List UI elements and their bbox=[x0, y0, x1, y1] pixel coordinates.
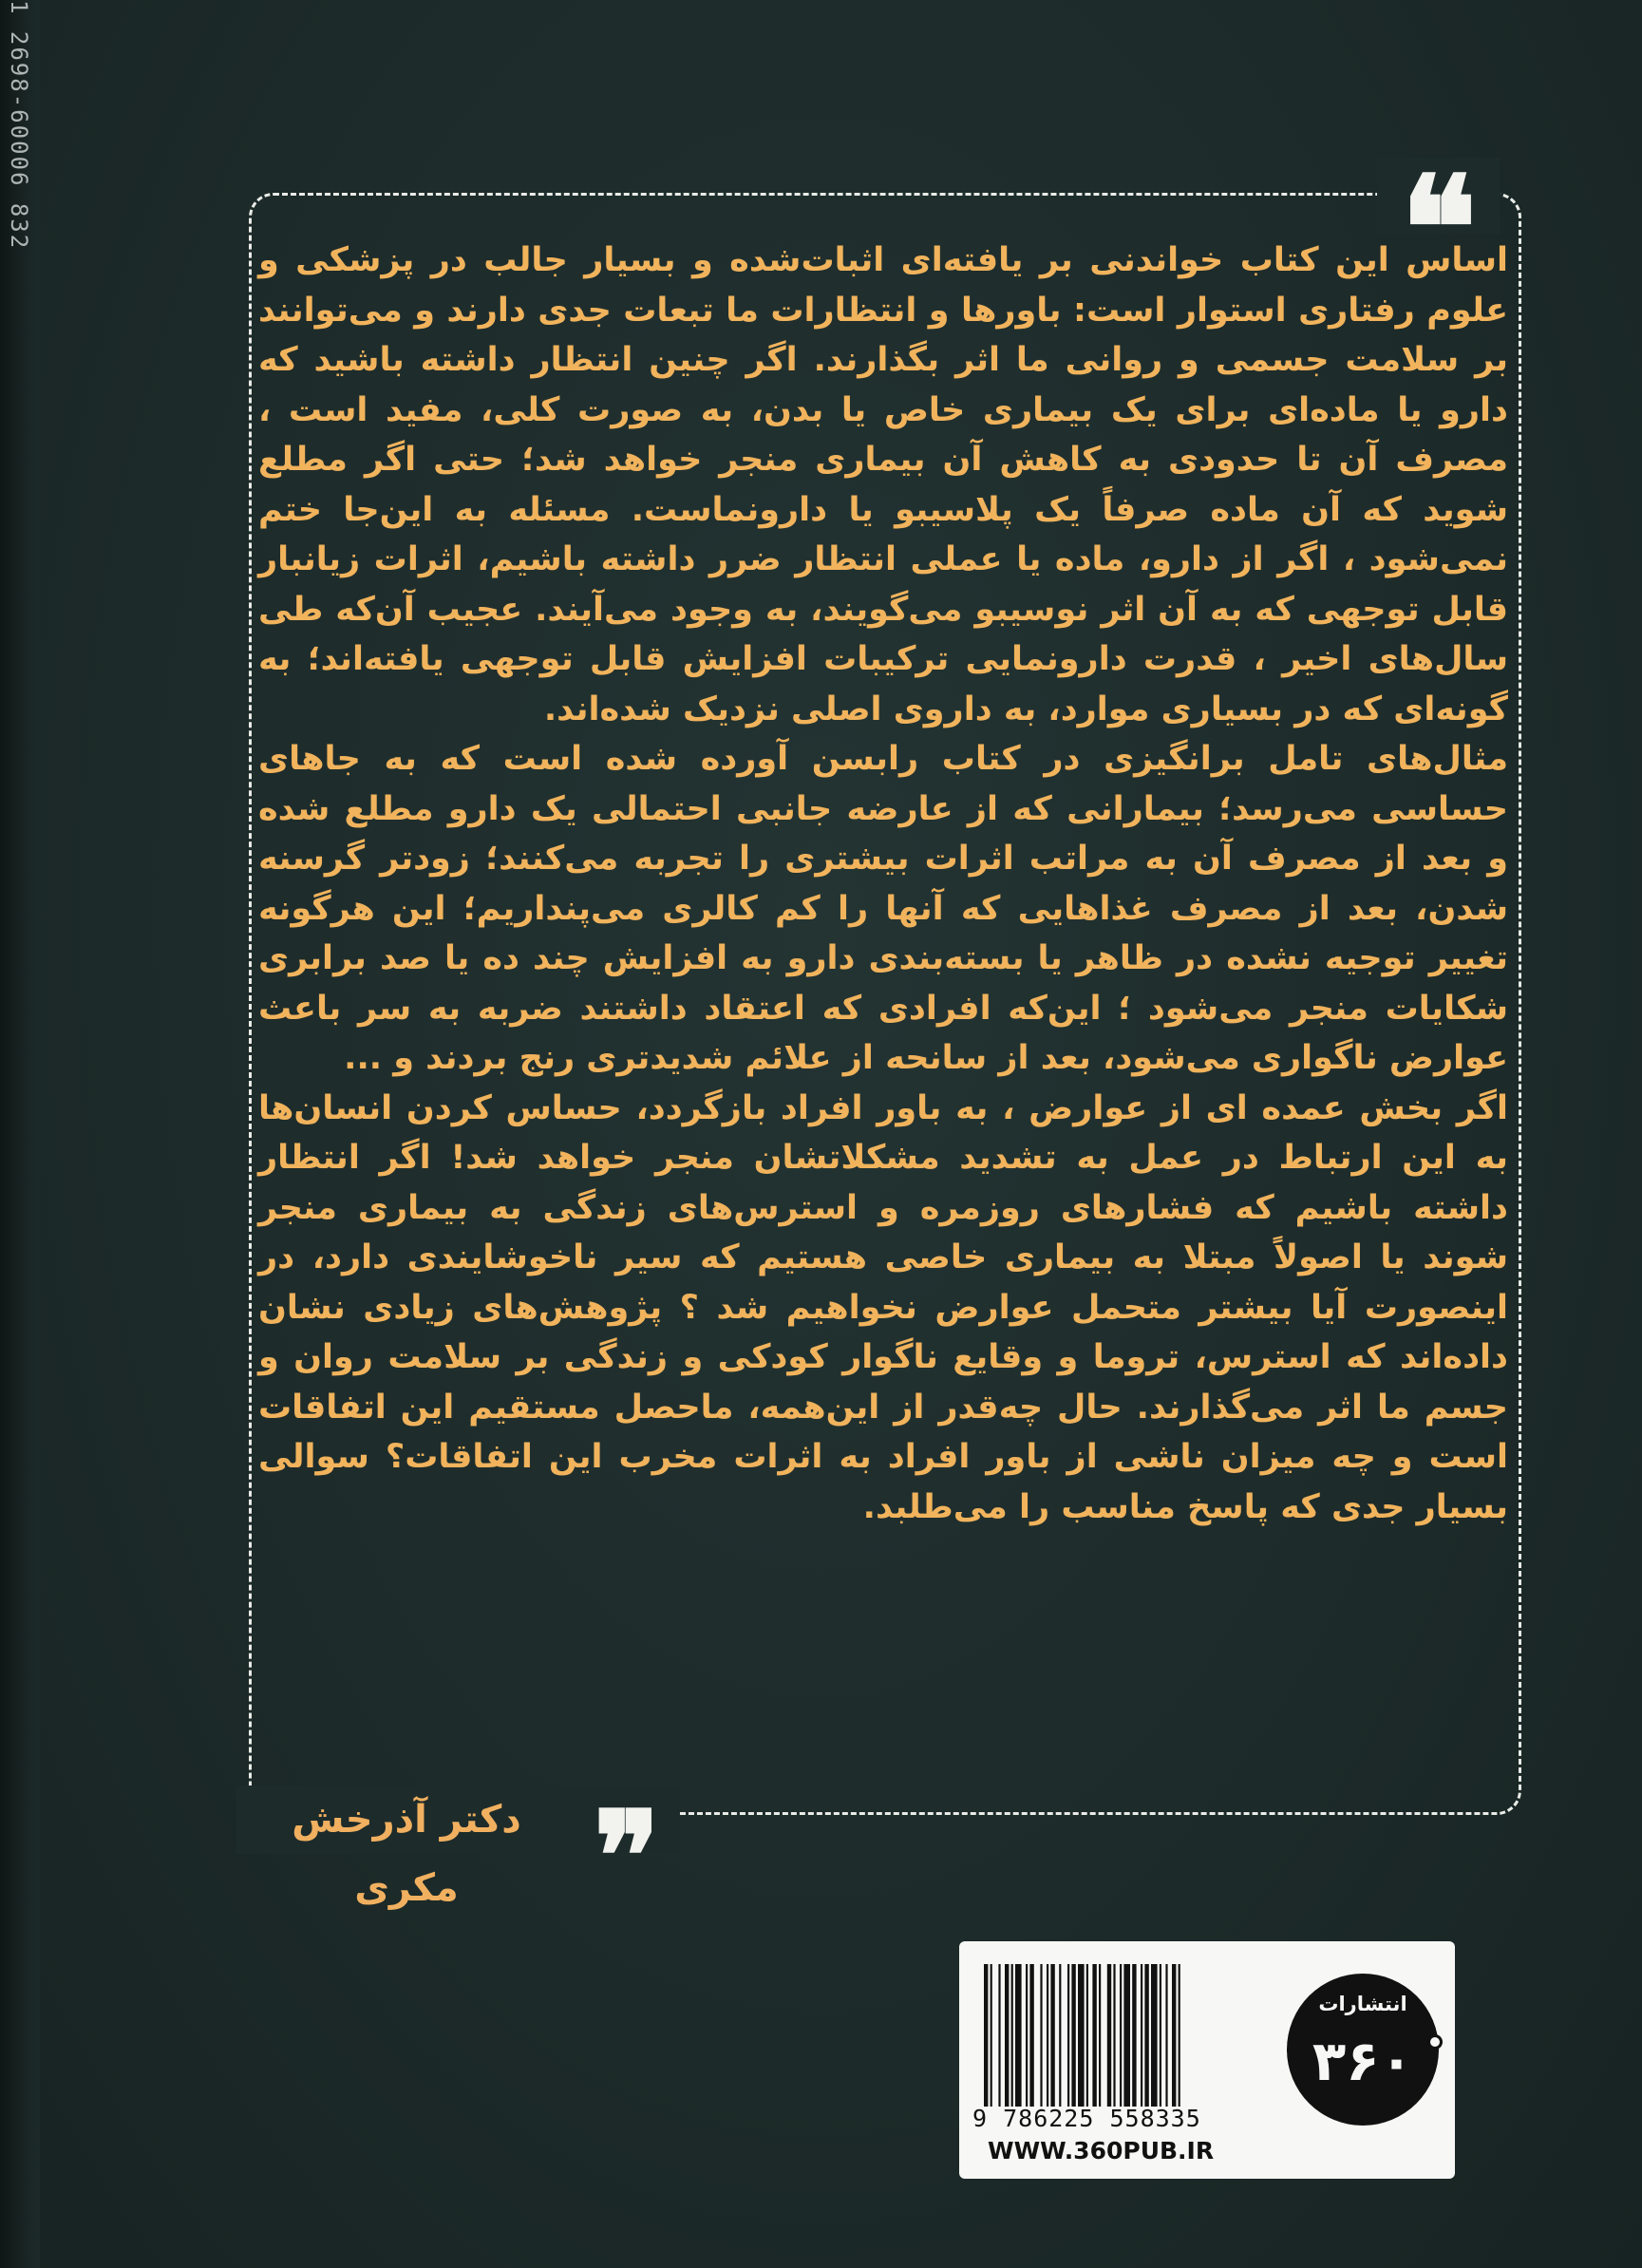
barcode-panel bbox=[959, 1941, 1455, 2179]
blurb-paragraph-2: مثال‌های تامل برانگیزی در کتاب رابسن آورده شده است که به جاهای حساسی می‌رسد؛ بیمارانی که از عارضه جانبی احتمالی یک دارو مطلع شده و بعد از مصرف آن به مراتب اثرات بیشتری را تجربه می‌کنند؛ زودتر گرسنه شدن، بعد از مصرف غذاهایی که آنها را کم کالری می‌پنداریم؛ این هرگونه تغییر توجیه نشده در ظاهر یا بسته‌بندی دارو به افزایش چند ده یا صد برابری شکایات منجر می‌شود ؛ این‌که افرادی که اعتقاد داشتند ضربه به سر باعث عوارض ناگواری می‌شود، بعد از سانحه از علائم شدیدتری رنج بردند و ... bbox=[258, 740, 1508, 1077]
logo-dot-icon bbox=[1427, 2034, 1443, 2050]
close-quote-icon: ❞ bbox=[575, 1786, 679, 1852]
blurb-text bbox=[258, 236, 1508, 1532]
publisher-website: WWW.360PUB.IR bbox=[988, 2137, 1215, 2164]
open-quote-icon: ❝ bbox=[1377, 158, 1500, 234]
publisher-logo-label: انتشارات bbox=[1318, 1993, 1407, 2015]
blurb-paragraph-1: اساس این کتاب خواندنی بر یافته‌ای اثبات‌شده و بسیار جالب در پزشکی و علوم رفتاری استوار است: باورها و انتظارات ما تبعات جدی دارند و می‌توانند بر سلامت جسمی و روانی ما اثر بگذارند. اگر چنین انتظار داشته باشید که دارو یا ماده‌ای برای یک بیماری خاص یا بدن، به صورت کلی، مفید است ، مصرف آن تا حدودی به کاهش آن بیماری منجر خواهد شد؛ حتی اگر مطلع شوید که آن ماده صرفاً یک پلاسیبو یا دارونماست. مسئله به این‌جا ختم نمی‌شود ، اگر از دارو، ماده یا عملی انتظار ضرر داشته باشیم، اثرات زیانبار قابل توجهی که به آن اثر نوسیبو می‌گویند، به وجود می‌آیند. عجیب آن‌که طی سال‌های اخیر ، قدرت دارونمایی ترکیبات افزایش قابل توجهی یافته‌اند؛ به گونه‌ای که در بسیاری موارد، به داروی اصلی نزدیک شده‌اند. bbox=[258, 241, 1508, 728]
spine-isbn-text: 1 2698-60006 832 bbox=[6, 0, 32, 251]
barcode-image bbox=[980, 1964, 1265, 2107]
publisher-logo bbox=[1287, 1974, 1439, 2126]
author-name: دکتر آذرخش مکری bbox=[236, 1786, 577, 1854]
spine-edge bbox=[0, 0, 40, 2268]
isbn-digits: 9 786225 558335 bbox=[972, 2105, 1201, 2132]
blurb-paragraph-3: اگر بخش عمده ای از عوارض ، به باور افراد بازگردد، حساس کردن انسان‌ها به این ارتباط در عمل به تشدید مشکلاتشان منجر خواهد شد! اگر انتظار داشته باشیم که فشارهای روزمره و استرس‌های زندگی به بیماری منجر شوند یا اصولاً مبتلا به بیماری خاصی هستیم که سیر ناخوشایندی دارد، در اینصورت آیا بیشتر متحمل عوارض نخواهیم شد ؟ پژوهش‌های زیادی نشان داده‌اند که استرس، تروما و وقایع ناگوار کودکی و زندگی بر سلامت روان و جسم ما اثر می‌گذارند. حال چه‌قدر از این‌همه، ماحصل مستقیم این اتفاقات است و چه میزان ناشی از باور افراد به اثرات مخرب این اتفاقات؟ سوالی بسیار جدی که پاسخ مناسب را می‌طلبد. bbox=[258, 1088, 1508, 1526]
publisher-logo-number: ۳۶۰ bbox=[1312, 2029, 1414, 2093]
